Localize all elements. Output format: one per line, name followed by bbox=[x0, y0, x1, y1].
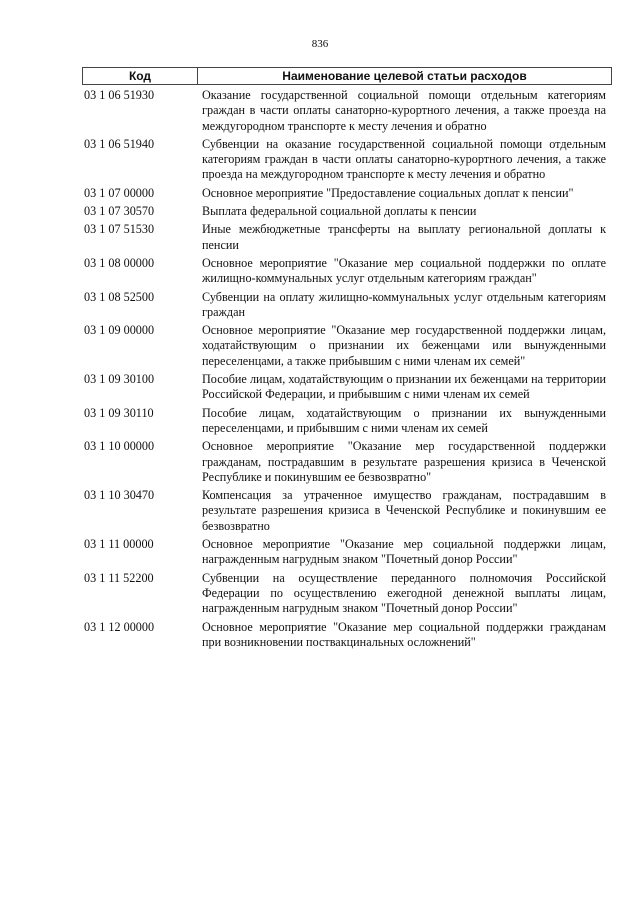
row-name: Основное мероприятие "Оказание мер государственной поддержки лицам, ходатайствующим о признании их беженцами или вынужденными переселенцами, а также прибывшим с ними членам их семей" bbox=[202, 323, 606, 368]
table-row bbox=[82, 488, 612, 534]
row-code: 03 1 07 00000 bbox=[84, 185, 155, 200]
row-name: Пособие лицам, ходатайствующим о признании их беженцами на территории Российской Федерации, и прибывшим с ними членам их семей bbox=[202, 372, 606, 402]
row-code: 03 1 06 51940 bbox=[84, 136, 155, 151]
table-row bbox=[82, 88, 612, 134]
row-name: Оказание государственной социальной помощи отдельным категориям граждан в части оплаты санаторно-курортного лечения, а также проезда на междугородном транспорте к месту лечения и обратно bbox=[202, 88, 606, 133]
header-code: Код bbox=[83, 68, 198, 84]
table-row bbox=[82, 571, 612, 617]
table-header bbox=[82, 67, 612, 85]
row-code: 03 1 10 30470 bbox=[84, 488, 155, 503]
row-code: 03 1 11 00000 bbox=[84, 537, 154, 552]
row-name: Субвенции на оказание государственной социальной помощи отдельным категориям граждан в части оплаты санаторно-курортного лечения, а также проезда на междугородном транспорте к месту лечения и обратно bbox=[202, 136, 606, 182]
row-code: 03 1 08 52500 bbox=[84, 289, 155, 304]
row-name: Основное мероприятие "Оказание мер социальной поддержки по оплате жилищно-коммунальных услуг отдельным категориям граждан" bbox=[202, 255, 606, 286]
table-row bbox=[82, 537, 612, 568]
table-row bbox=[82, 204, 612, 219]
table-row bbox=[82, 256, 612, 287]
row-code: 03 1 12 00000 bbox=[84, 619, 155, 634]
row-code: 03 1 09 30110 bbox=[84, 405, 154, 420]
table-row bbox=[82, 290, 612, 321]
table-row bbox=[82, 439, 612, 485]
table-row bbox=[82, 406, 612, 437]
table-row bbox=[82, 620, 612, 651]
row-code: 03 1 09 00000 bbox=[84, 323, 155, 338]
row-name: Основное мероприятие "Предоставление социальных доплат к пенсии" bbox=[202, 185, 574, 200]
table-row bbox=[82, 137, 612, 183]
budget-table bbox=[82, 67, 612, 650]
row-name: Иные межбюджетные трансферты на выплату региональной доплаты к пенсии bbox=[202, 222, 606, 252]
row-code: 03 1 10 00000 bbox=[84, 439, 155, 454]
table-row bbox=[82, 323, 612, 369]
header-name: Наименование целевой статьи расходов bbox=[282, 69, 527, 83]
row-name: Основное мероприятие "Оказание мер социальной поддержки гражданам при возникновении поствакцинальных осложнений" bbox=[202, 619, 606, 649]
table-row bbox=[82, 222, 612, 253]
row-name: Основное мероприятие "Оказание мер социальной поддержки лицам, награжденным нагрудным знаком "Почетный донор России" bbox=[202, 537, 606, 567]
row-name: Выплата федеральной социальной доплаты к пенсии bbox=[202, 204, 477, 219]
row-name: Субвенции на осуществление переданного полномочия Российской Федерации по осуществлению ежегодной денежной выплаты лицам, награжденным нагрудным знаком "Почетный донор России" bbox=[202, 570, 606, 616]
row-name: Субвенции на оплату жилищно-коммунальных услуг отдельным категориям граждан bbox=[202, 289, 606, 319]
row-name: Компенсация за утраченное имущество гражданам, пострадавшим в результате разрешения кризиса в Чеченской Республике и покинувшим ее безвозвратно bbox=[202, 488, 606, 533]
row-code: 03 1 08 00000 bbox=[84, 255, 155, 270]
row-code: 03 1 06 51930 bbox=[84, 88, 155, 102]
row-code: 03 1 07 30570 bbox=[84, 204, 155, 219]
table-row bbox=[82, 372, 612, 403]
row-name: Основное мероприятие "Оказание мер государственной поддержки гражданам, пострадавшим в результате разрешения кризиса в Чеченской Республике и покинувшим ее безвозвратно" bbox=[202, 439, 606, 484]
table-row bbox=[82, 186, 612, 201]
row-code: 03 1 07 51530 bbox=[84, 222, 155, 237]
page-number: 836 bbox=[311, 38, 329, 50]
row-code: 03 1 09 30100 bbox=[84, 372, 155, 387]
row-name: Пособие лицам, ходатайствующим о признании их вынужденными переселенцами, и прибывшим с ними членам их семей bbox=[202, 405, 606, 435]
row-code: 03 1 11 52200 bbox=[84, 570, 154, 585]
